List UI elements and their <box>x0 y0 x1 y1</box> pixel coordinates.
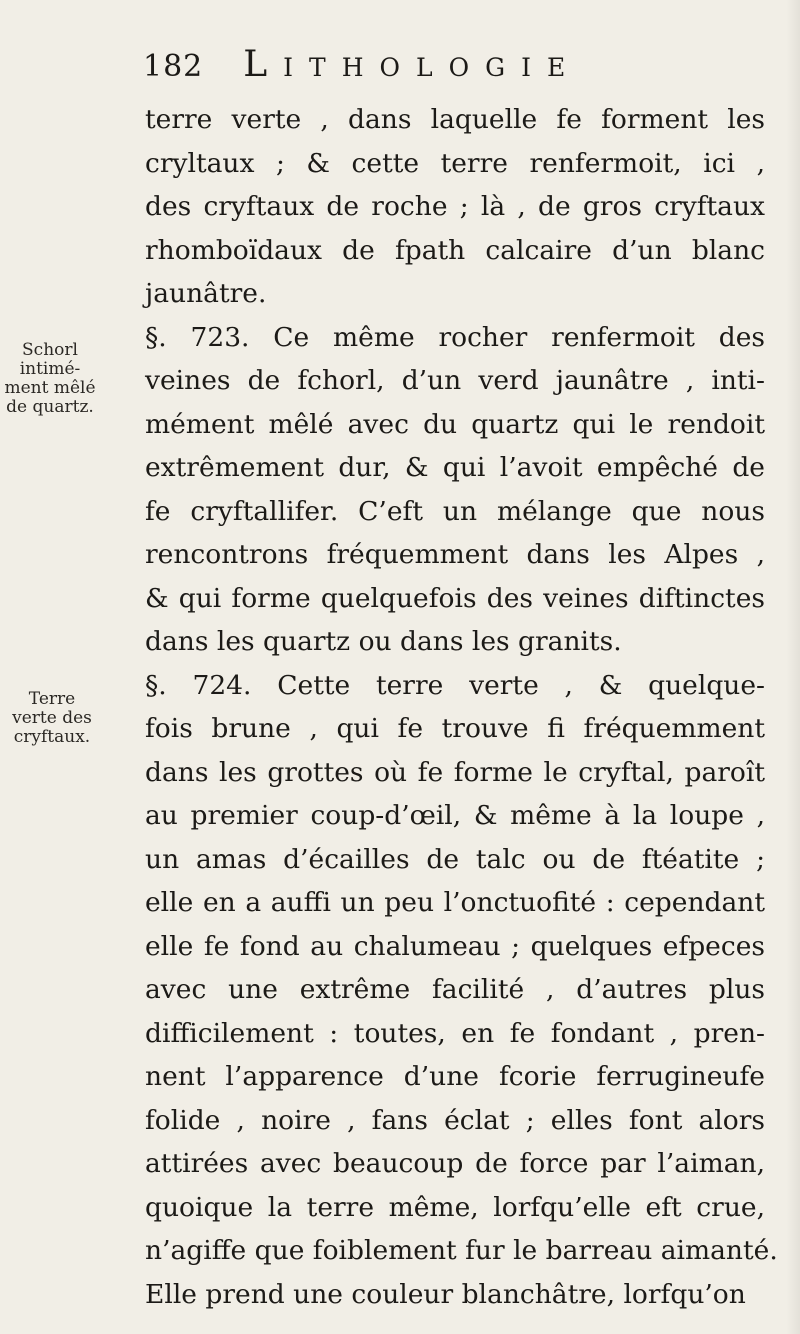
text-line: veines de fchorl, d’un verd jaunâtre , inti- <box>145 365 765 396</box>
page-header <box>143 44 581 85</box>
text-line: jaunâtre. <box>145 278 267 309</box>
text-line: elle en a auffi un peu l’onctuofité : cependant <box>145 887 765 918</box>
text-line: au premier coup-d’œil, & même à la loupe , <box>145 800 765 831</box>
text-line: fois brune , qui fe trouve fi fréquemment <box>145 713 765 744</box>
running-title: Lithologie <box>243 44 582 85</box>
text-line: dans les quartz ou dans les granits. <box>145 626 622 657</box>
body-text <box>145 98 778 1316</box>
text-line: rencontrons fréquemment dans les Alpes , <box>145 539 765 570</box>
text-line: §. 724. Cette terre verte , & quelque- <box>145 669 765 701</box>
text-line: folide , noire , fans éclat ; elles font alors <box>145 1104 765 1136</box>
text-line: extrêmement dur, & qui l’avoit empêché de <box>145 452 765 483</box>
page-edge-shadow <box>786 0 800 1334</box>
text-line: §. 723. Ce même rocher renfermoit des <box>145 321 765 353</box>
text-line: terre verte , dans laquelle fe forment les <box>145 104 765 135</box>
text-line: attirées avec beaucoup de force par l’aiman, <box>145 1148 765 1179</box>
text-line: avec une extrême facilité , d’autres plus <box>145 974 765 1005</box>
text-line: cryltaux ; & cette terre renfermoit, ici , <box>145 147 765 179</box>
text-line: dans les grottes où fe forme le cryftal, paroît <box>145 756 765 788</box>
text-line: fe cryftallifer. C’eft un mélange que nous <box>145 495 765 527</box>
page-number: 182 <box>143 49 204 84</box>
text-line: un amas d’écailles de talc ou de ftéatite ; <box>145 843 765 875</box>
text-line: des cryftaux de roche ; là , de gros cryftaux <box>145 191 765 222</box>
margin-note-terre-verte: Terre verte des cryftaux. <box>12 689 92 747</box>
text-line: & qui forme quelquefois des veines diftinctes <box>145 582 765 614</box>
text-line: nent l’apparence d’une fcorie ferrugineufe <box>145 1061 765 1092</box>
text-line: elle fe fond au chalumeau ; quelques efpeces <box>145 930 765 962</box>
text-line: mément mêlé avec du quartz qui le rendoit <box>145 408 765 440</box>
text-line: n’agiffe que foiblement fur le barreau aimanté. <box>145 1235 778 1266</box>
text-line: difficilement : toutes, en fe fondant , pren- <box>145 1017 765 1049</box>
text-line: rhomboïdaux de fpath calcaire d’un blanc <box>145 234 765 266</box>
text-line: quoique la terre même, lorfqu’elle eft crue, <box>145 1191 765 1223</box>
text-line: Elle prend une couleur blanchâtre, lorfqu’on <box>145 1278 746 1310</box>
margin-note-schorl: Schorl intimé-ment mêlé de quartz. <box>4 340 96 417</box>
